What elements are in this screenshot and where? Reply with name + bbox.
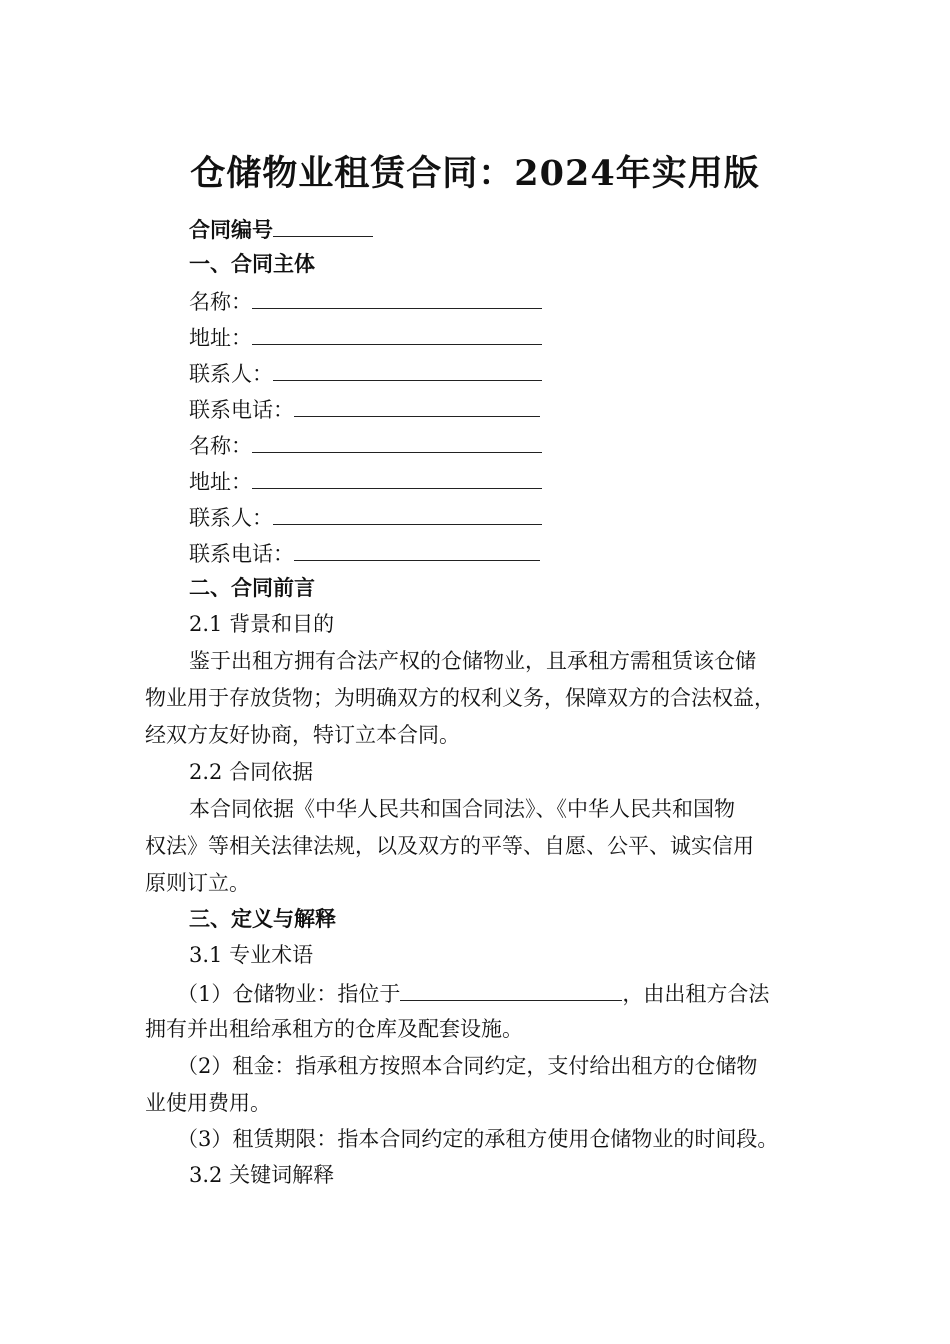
party2-name-blank[interactable] bbox=[252, 426, 542, 453]
term3-line: （3）租赁期限：指本合同约定的承租方使用仓储物业的时间段。 bbox=[177, 1127, 779, 1151]
contract-number-label: 合同编号 bbox=[189, 217, 273, 242]
section2-sub1-line2: 物业用于存放货物；为明确双方的权利义务，保障双方的合法权益， bbox=[145, 686, 775, 710]
section2-sub2-line1: 本合同依据《中华人民共和国合同法》、《中华人民共和国物 bbox=[189, 797, 735, 821]
contract-number-blank[interactable] bbox=[273, 210, 373, 237]
party2-contact-blank[interactable] bbox=[273, 498, 542, 525]
party1-address-label: 地址： bbox=[189, 326, 252, 350]
section2-sub2-line2: 权法》等相关法律法规，以及双方的平等、自愿、公平、诚实信用 bbox=[145, 834, 754, 858]
party2-phone-line bbox=[145, 534, 815, 570]
party2-address-label: 地址： bbox=[189, 470, 252, 494]
term1-continuation: 拥有并出租给承租方的仓库及配套设施。 bbox=[145, 1017, 523, 1041]
section2-sub1-line3: 经双方友好协商，特订立本合同。 bbox=[145, 723, 460, 747]
document-title: 仓储物业租赁合同：2024年实用版 bbox=[190, 153, 760, 194]
party1-phone-label: 联系电话： bbox=[189, 398, 294, 422]
party1-name-blank[interactable] bbox=[252, 282, 542, 309]
contract-number-line bbox=[145, 210, 815, 246]
section2-sub1-title: 2.1 背景和目的 bbox=[189, 612, 335, 636]
party1-name-line bbox=[145, 282, 815, 318]
section1-heading: 一、合同主体 bbox=[189, 251, 315, 276]
party2-phone-label: 联系电话： bbox=[189, 542, 294, 566]
party1-address-line bbox=[145, 318, 815, 354]
section2-heading: 二、合同前言 bbox=[189, 575, 315, 600]
section3-sub1-title: 3.1 专业术语 bbox=[189, 943, 314, 967]
party1-phone-line bbox=[145, 390, 815, 426]
term1-suffix: ，由出租方合法 bbox=[622, 982, 770, 1006]
party1-contact-blank[interactable] bbox=[273, 354, 542, 381]
party2-name-label: 名称： bbox=[189, 434, 252, 458]
section2-sub1-line1: 鉴于出租方拥有合法产权的仓储物业，且承租方需租赁该仓储 bbox=[189, 649, 756, 673]
party2-address-line bbox=[145, 462, 815, 498]
party1-phone-blank[interactable] bbox=[294, 390, 540, 417]
party2-name-line bbox=[145, 426, 815, 462]
party2-address-blank[interactable] bbox=[252, 462, 542, 489]
section3-sub2-title: 3.2 关键词解释 bbox=[189, 1163, 335, 1187]
section2-sub2-title: 2.2 合同依据 bbox=[189, 760, 314, 784]
party2-contact-line bbox=[145, 498, 815, 534]
party1-name-label: 名称： bbox=[189, 290, 252, 314]
party1-address-blank[interactable] bbox=[252, 318, 542, 345]
term1-prefix: （1）仓储物业：指位于 bbox=[177, 982, 401, 1006]
party1-contact-line bbox=[145, 354, 815, 390]
term2-line2: 业使用费用。 bbox=[145, 1091, 271, 1115]
term1-line bbox=[145, 974, 815, 1010]
party2-phone-blank[interactable] bbox=[294, 534, 540, 561]
section3-heading: 三、定义与解释 bbox=[189, 906, 336, 931]
party1-contact-label: 联系人： bbox=[189, 362, 273, 386]
term1-location-blank[interactable] bbox=[400, 974, 622, 1001]
section2-sub2-line3: 原则订立。 bbox=[145, 871, 250, 895]
party2-contact-label: 联系人： bbox=[189, 506, 273, 530]
term2-line1: （2）租金：指承租方按照本合同约定，支付给出租方的仓储物 bbox=[177, 1054, 758, 1078]
